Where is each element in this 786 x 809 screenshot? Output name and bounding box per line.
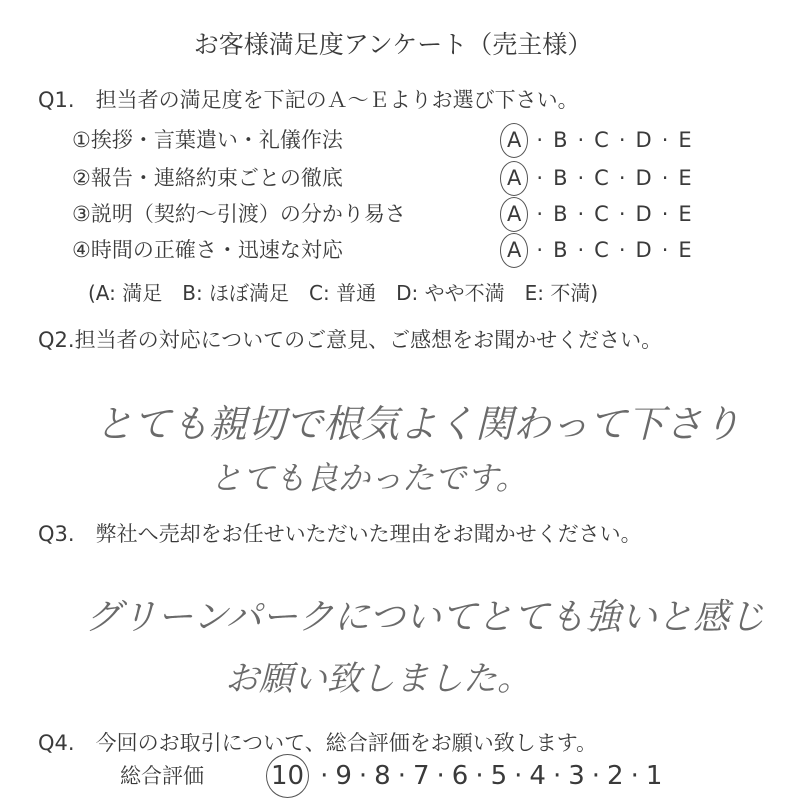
grade-option-A[interactable]: A <box>500 233 528 268</box>
separator: · <box>577 166 585 190</box>
separator: · <box>618 166 626 190</box>
rating-option-4[interactable]: 4 <box>529 761 546 791</box>
rating-option-10[interactable]: 10 <box>266 754 309 798</box>
separator: · <box>618 238 626 262</box>
grade-option-D[interactable]: D <box>635 202 652 226</box>
rating-option-9[interactable]: 9 <box>335 761 352 791</box>
q2-question: Q2.担当者の対応についてのご意見、ご感想をお聞かせください。 <box>38 328 663 352</box>
separator: · <box>536 128 544 152</box>
grade-option-C[interactable]: C <box>594 238 609 262</box>
grade-option-A[interactable]: A <box>500 123 528 158</box>
separator: · <box>536 202 544 226</box>
q4-question: Q4. 今回のお取引について、総合評価をお願い致します。 <box>38 731 598 755</box>
separator: · <box>397 761 406 791</box>
survey-title: お客様満足度アンケート（売主様） <box>193 30 593 59</box>
grade-option-A[interactable]: A <box>500 197 528 232</box>
grade-option-E[interactable]: E <box>678 238 692 262</box>
q2-answer-line-2: とても良かったです。 <box>210 459 528 497</box>
rating-option-2[interactable]: 2 <box>607 761 624 791</box>
separator: · <box>661 238 669 262</box>
grade-option-A[interactable]: A <box>500 161 528 196</box>
grade-option-C[interactable]: C <box>594 128 609 152</box>
q1-grade-options <box>502 168 692 189</box>
separator: · <box>536 166 544 190</box>
separator: · <box>536 238 544 262</box>
separator: · <box>591 761 601 791</box>
grade-option-D[interactable]: D <box>635 128 652 152</box>
grade-legend: (A: 満足 B: ほぼ満足 C: 普通 D: やや不満 E: 不満) <box>88 281 599 305</box>
rating-option-8[interactable]: 8 <box>374 761 391 791</box>
separator: · <box>661 166 669 190</box>
grade-option-D[interactable]: D <box>635 166 652 190</box>
grade-option-B[interactable]: B <box>553 128 568 152</box>
q1-item-label: ②報告・連絡約束ごとの徹底 <box>72 166 343 190</box>
separator: · <box>618 202 626 226</box>
grade-option-D[interactable]: D <box>635 238 652 262</box>
q1-item-label: ①挨拶・言葉遣い・礼儀作法 <box>72 128 343 152</box>
separator: · <box>436 761 445 791</box>
grade-option-C[interactable]: C <box>594 166 609 190</box>
separator: · <box>320 761 329 791</box>
grade-option-C[interactable]: C <box>594 202 609 226</box>
rating-option-1[interactable]: 1 <box>645 761 663 791</box>
q3-answer-line-2: お願い致しました。 <box>225 659 531 699</box>
separator: · <box>630 761 639 791</box>
separator: · <box>552 761 562 791</box>
separator: · <box>577 202 585 226</box>
separator: · <box>661 202 669 226</box>
q1-grade-options <box>502 204 692 225</box>
separator: · <box>618 128 626 152</box>
q1-question: Q1. 担当者の満足度を下記のＡ～Ｅよりお選び下さい。 <box>38 88 579 112</box>
grade-option-B[interactable]: B <box>553 166 568 190</box>
rating-label: 総合評価 <box>120 764 204 788</box>
grade-option-E[interactable]: E <box>678 166 692 190</box>
q1-item-label: ③説明（契約～引渡）の分かり易さ <box>72 202 406 226</box>
rating-option-5[interactable]: 5 <box>490 761 508 791</box>
grade-option-B[interactable]: B <box>553 202 568 226</box>
grade-option-E[interactable]: E <box>678 202 692 226</box>
separator: · <box>514 761 523 791</box>
rating-option-6[interactable]: 6 <box>451 761 469 791</box>
rating-option-3[interactable]: 3 <box>568 761 585 791</box>
q1-grade-options <box>502 130 692 151</box>
q1-item-label: ④時間の正確さ・迅速な対応 <box>72 238 343 262</box>
q3-question: Q3. 弊社へ売却をお任せいただいた理由をお聞かせください。 <box>38 522 642 546</box>
grade-option-E[interactable]: E <box>678 128 692 152</box>
q3-answer-line-1: グリーンパークについてとても強いと感じ <box>85 597 766 638</box>
separator: · <box>661 128 669 152</box>
grade-option-B[interactable]: B <box>553 238 568 262</box>
separator: · <box>358 761 368 791</box>
rating-scale <box>268 763 662 789</box>
separator: · <box>475 761 484 791</box>
separator: · <box>577 238 585 262</box>
q2-answer-line-1: とても親切で根気よく関わって下さり <box>95 402 741 446</box>
rating-option-7[interactable]: 7 <box>412 761 430 791</box>
separator: · <box>577 128 585 152</box>
q1-grade-options <box>502 240 692 261</box>
